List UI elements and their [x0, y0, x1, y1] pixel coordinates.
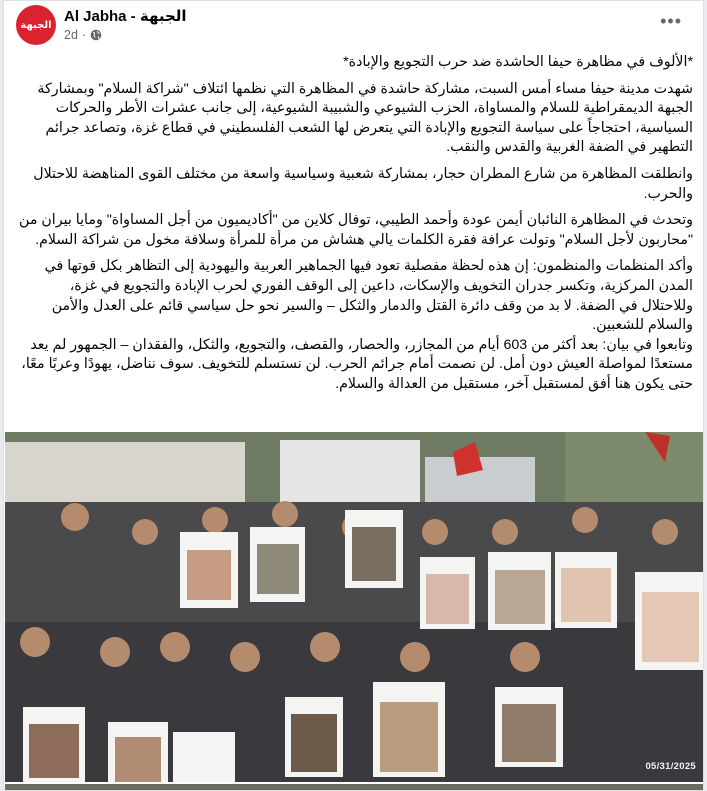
paragraph-5: وتابعوا في بيان: بعد أكثر من 603 أيام من المجازر، والحصار، والقصف، والتجويع، والثكل، والفقدان – الجمهور لم يعد مستعدًا لمواصلة العيش دون أمل. لن نصمت أمام جرائم الحرب. لن نستسلم للتخويف. سوف نناضل، يهودًا وعربًا معًا، حتى يكون هنا أفق لمستقبل آخر، مستقبل من العدالة والسلام. [21, 336, 693, 392]
protest-photo-illustration [5, 432, 704, 782]
globe-icon [90, 29, 102, 41]
post-card [3, 0, 704, 791]
paragraph-3: وتحدث في المظاهرة النائبان أيمن عودة وأحمد الطيبي، توفال كلاين من "أكاديميون من أجل المساواة" ومايا بيران من "محاربون لأجل السلام" وتولت عرافة فقرة الكلمات يالي هشاش من مرأة للمرأة وسلافة مخول من شراكة السلام. [19, 212, 693, 248]
page-avatar[interactable] [16, 5, 56, 45]
avatar-label: الجبهة [20, 19, 52, 31]
post-header [16, 5, 682, 49]
post-meta [64, 28, 102, 42]
post-photo[interactable] [5, 432, 704, 782]
second-photo-edge[interactable] [5, 784, 704, 791]
paragraph-1: شهدت مدينة حيفا مساء أمس السبت، مشاركة حاشدة في المظاهرة التي نظمها ائتلاف "شراكة السلام" وبمشاركة الجبهة الديمقراطية للسلام والمساواة، الحزب الشيوعي والشبيبة الشيوعية، إلى جانب عشرات الأطر والحركات السياسية، احتجاجاً على سياسة التجويع والإبادة التي يتعرض لها الشعب الفلسطيني في قطاع غزة، وتصاعد جرائم التطهير في الضفة الغربية والقدس والنقب. [37, 80, 693, 156]
paragraph-4: وأكد المنظمات والمنظمون: إن هذه لحظة مفصلية تعود فيها الجماهير العربية واليهودية إلى التظاهر بكل قوتها في المدن المركزية، وتكسر جدران التخويف والإسكات، داعين إلى الوقف الفوري لحرب الإبادة والتجويع في غزة، وللاحتلال في الضفة. لا بد من وقف دائرة القتل والدمار والثكل – والسير نحو حل سياسي قائم على العدل والأمن والسلام للشعبين. [44, 258, 693, 334]
more-options-icon[interactable]: ••• [660, 11, 682, 31]
page-name-link[interactable]: Al Jabha - الجبهة [64, 8, 187, 25]
paragraph-2: وانطلقت المظاهرة من شارع المطران حجار، بمشاركة شعبية وسياسية واسعة من مختلف القوى المناهضة للاحتلال والحرب. [33, 165, 693, 202]
post-headline: *الألوف في مظاهرة حيفا الحاشدة ضد حرب التجويع والإبادة* [343, 54, 693, 70]
photo-date-stamp: 05/31/2025 [645, 761, 696, 772]
post-text [18, 53, 693, 395]
post-time-link[interactable]: 2d [64, 28, 78, 42]
meta-separator: · [81, 28, 87, 42]
